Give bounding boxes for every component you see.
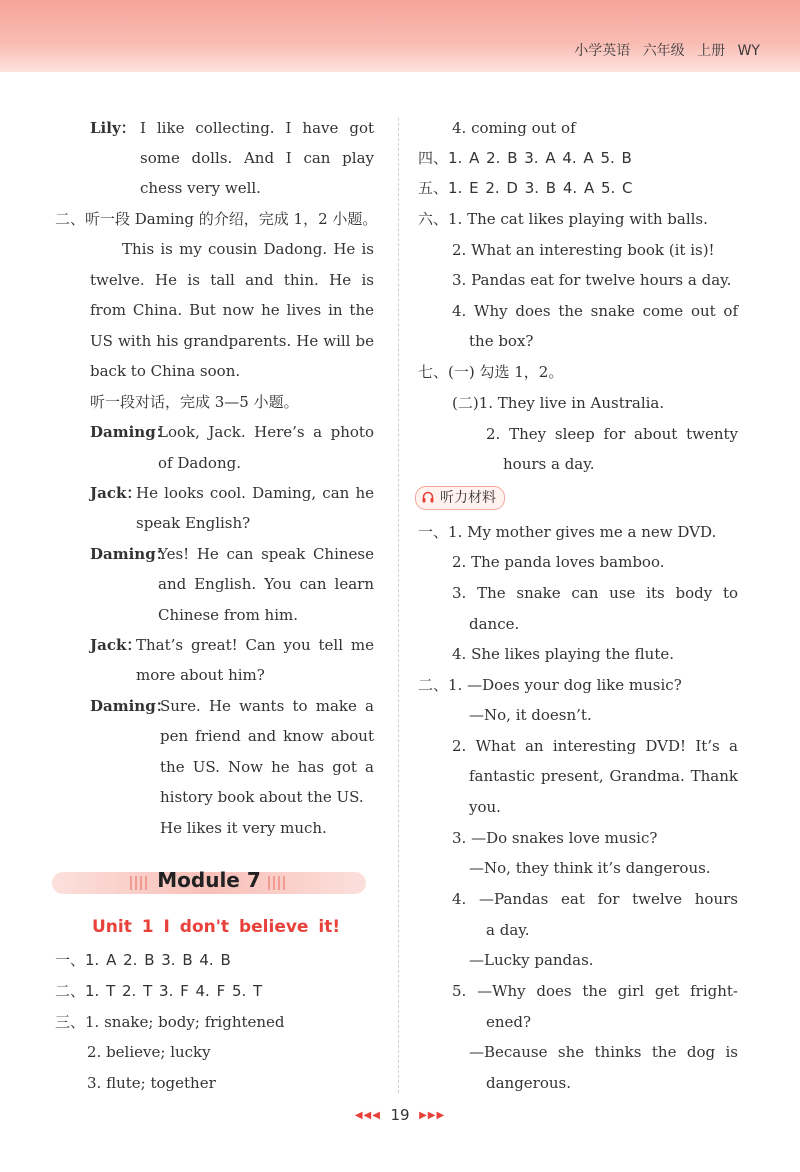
transcript-line: dangerous.	[486, 1074, 572, 1092]
speaker-daming: Daming：	[90, 545, 171, 563]
dialog-line: Yes! He can speak Chinese	[158, 545, 374, 563]
dialog-line: more about him?	[136, 666, 265, 684]
page-footer	[0, 1106, 800, 1124]
header-banner	[0, 0, 800, 72]
answer-row: 三、1. snake; body; frightened	[55, 1013, 285, 1031]
dialog-intro: 听一段对话，完成 3—5 小题。	[90, 393, 299, 411]
transcript-line: 5. —Why does the girl get fright-	[452, 982, 738, 1000]
transcript-line: —Because she thinks the dog is	[469, 1043, 738, 1061]
dialog-line: pen friend and know about	[160, 727, 374, 745]
answer-row: 四、1. A 2. B 3. A 4. A 5. B	[418, 149, 632, 167]
speaker-jack: Jack：	[90, 484, 142, 502]
transcript-line: 4. She likes playing the flute.	[452, 645, 675, 663]
dialog-line: Sure. He wants to make a	[160, 697, 374, 715]
passage-line: This is my cousin Dadong. He is	[122, 240, 374, 258]
answer-row: 2. believe; lucky	[87, 1043, 211, 1061]
lily-line: some dolls. And I can play	[140, 149, 374, 167]
passage-line: US with his grandparents. He will be	[90, 332, 374, 350]
section-2-intro: 二、听一段 Daming 的介绍，完成 1，2 小题。	[55, 210, 378, 228]
answer-row: 七、(一) 勾选 1，2。	[418, 363, 564, 381]
prev-arrows-icon: ◀◀◀	[354, 1110, 381, 1121]
module-heading	[52, 868, 366, 894]
subject: 小学英语	[574, 43, 631, 59]
answer-row: (二)1. They live in Australia.	[452, 394, 665, 412]
transcript-line: 一、1. My mother gives me a new DVD.	[418, 523, 717, 541]
lily-line: I like collecting. I have got	[140, 119, 374, 137]
dialog-line: He looks cool. Daming, can he	[136, 484, 374, 502]
passage-line: from China. But now he lives in the	[90, 301, 374, 319]
speaker-daming: Daming：	[90, 697, 171, 715]
answer-row: 一、1. A 2. B 3. B 4. B	[55, 951, 231, 969]
transcript-line: —Lucky pandas.	[469, 951, 594, 969]
page-number: 19	[390, 1106, 410, 1124]
book-info	[574, 40, 760, 60]
answer-row: 2. They sleep for about twenty	[486, 425, 738, 443]
listening-material-tag	[415, 486, 505, 510]
answer-row: the box?	[469, 332, 534, 350]
transcript-line: —No, it doesn’t.	[469, 706, 592, 724]
dialog-line: Look, Jack. Here’s a photo	[158, 423, 374, 441]
transcript-line: —No, they think it’s dangerous.	[469, 859, 711, 877]
answer-row: hours a day.	[503, 455, 595, 473]
answer-row: 4. Why does the snake come out of	[452, 302, 738, 320]
answer-row: 3. flute; together	[87, 1074, 216, 1092]
transcript-line: fantastic present, Grandma. Thank	[469, 767, 738, 785]
answer-row: 3. Pandas eat for twelve hours a day.	[452, 271, 732, 289]
answer-row: 二、1. T 2. T 3. F 4. F 5. T	[55, 982, 263, 1000]
volume: 上册	[697, 43, 726, 59]
transcript-line: a day.	[486, 921, 530, 939]
headphone-icon	[422, 491, 434, 503]
transcript-line: 3. —Do snakes love music?	[452, 829, 658, 847]
edition: WY	[737, 43, 760, 59]
passage-line: back to China soon.	[90, 362, 241, 380]
answer-row: 六、1. The cat likes playing with balls.	[418, 210, 708, 228]
module-title: Module 7	[157, 868, 261, 892]
dialog-line: history book about the US.	[160, 788, 364, 806]
dialog-line: and English. You can learn	[158, 575, 374, 593]
transcript-line: 2. What an interesting DVD! It’s a	[452, 737, 738, 755]
transcript-line: 4. —Pandas eat for twelve hours	[452, 890, 738, 908]
speaker-jack: Jack：	[90, 636, 142, 654]
transcript-line: 二、1. —Does your dog like music?	[418, 676, 682, 694]
next-arrows-icon: ▶▶▶	[419, 1110, 446, 1121]
lily-line: chess very well.	[140, 179, 261, 197]
transcript-line: dance.	[469, 615, 520, 633]
speaker-lily: Lily：	[90, 119, 136, 137]
dialog-line: He likes it very much.	[160, 819, 327, 837]
dialog-line: the US. Now he has got a	[160, 758, 374, 776]
answer-row: 2. What an interesting book (it is)!	[452, 241, 715, 259]
speaker-daming: Daming：	[90, 423, 171, 441]
transcript-line: you.	[469, 798, 501, 816]
answer-row: 五、1. E 2. D 3. B 4. A 5. C	[418, 179, 633, 197]
listening-tag-label: 听力材料	[440, 490, 496, 506]
dialog-line: of Dadong.	[158, 454, 241, 472]
dialog-line: Chinese from him.	[158, 606, 299, 624]
dialog-line: speak English?	[136, 514, 251, 532]
transcript-line: 2. The panda loves bamboo.	[452, 553, 665, 571]
transcript-line: 3. The snake can use its body to	[452, 584, 738, 602]
grade: 六年级	[642, 43, 685, 59]
transcript-line: ened?	[486, 1013, 532, 1031]
answer-row: 4. coming out of	[452, 119, 576, 137]
dialog-line: That’s great! Can you tell me	[136, 636, 374, 654]
passage-line: twelve. He is tall and thin. He is	[90, 271, 374, 289]
column-divider	[398, 118, 399, 1093]
unit-title: Unit 1 I don't believe it!	[92, 917, 341, 937]
